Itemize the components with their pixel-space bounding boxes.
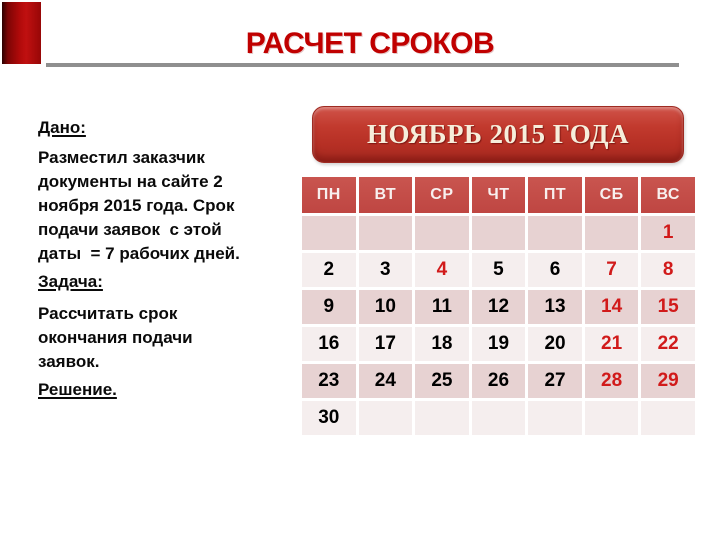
calendar-day-cell: 27 [528, 364, 582, 398]
calendar-day-cell: 18 [415, 327, 469, 361]
calendar-empty-cell [415, 401, 469, 435]
calendar-day-header: СР [415, 177, 469, 213]
calendar-empty-cell [641, 401, 695, 435]
calendar-day-header: ВС [641, 177, 695, 213]
given-heading: Дано: [38, 118, 86, 137]
slide-accent-block [2, 2, 41, 64]
task-heading: Задача: [38, 272, 103, 291]
calendar-day-cell: 8 [641, 253, 695, 287]
calendar-empty-cell [359, 216, 413, 250]
task-paragraph [38, 302, 290, 374]
task-line: окончания подачи [38, 328, 193, 347]
calendar-day-header: СБ [585, 177, 639, 213]
calendar-week-row [302, 327, 695, 361]
calendar-day-cell: 1 [641, 216, 695, 250]
calendar-day-header: ПТ [528, 177, 582, 213]
calendar-day-cell: 16 [302, 327, 356, 361]
calendar-day-cell: 2 [302, 253, 356, 287]
solution-heading: Решение. [38, 380, 117, 399]
calendar-day-cell: 13 [528, 290, 582, 324]
task-line: заявок. [38, 352, 100, 371]
given-line: ноября 2015 года. Срок [38, 196, 235, 215]
calendar-day-header: ПН [302, 177, 356, 213]
task-line: Рассчитать срок [38, 304, 178, 323]
calendar-empty-cell [359, 401, 413, 435]
calendar-day-cell: 24 [359, 364, 413, 398]
calendar-week-row [302, 253, 695, 287]
calendar-empty-cell [415, 216, 469, 250]
calendar-week-row [302, 364, 695, 398]
calendar-day-cell: 25 [415, 364, 469, 398]
given-paragraph [38, 146, 290, 266]
calendar-week-row [302, 401, 695, 435]
calendar-day-cell: 19 [472, 327, 526, 361]
given-line: даты = 7 рабочих дней. [38, 244, 240, 263]
calendar-empty-cell [302, 216, 356, 250]
calendar-day-cell: 4 [415, 253, 469, 287]
calendar-day-cell: 7 [585, 253, 639, 287]
given-line: документы на сайте 2 [38, 172, 223, 191]
calendar-day-cell: 15 [641, 290, 695, 324]
calendar-day-header: ЧТ [472, 177, 526, 213]
calendar-empty-cell [528, 401, 582, 435]
calendar-empty-cell [528, 216, 582, 250]
calendar-title-banner: НОЯБРЬ 2015 ГОДА [312, 106, 684, 163]
calendar-day-cell: 6 [528, 253, 582, 287]
calendar-empty-cell [585, 216, 639, 250]
calendar-day-cell: 28 [585, 364, 639, 398]
calendar-empty-cell [472, 401, 526, 435]
calendar-day-cell: 11 [415, 290, 469, 324]
calendar-day-cell: 10 [359, 290, 413, 324]
calendar-day-header-row [302, 177, 695, 213]
calendar-day-cell: 21 [585, 327, 639, 361]
calendar-day-cell: 14 [585, 290, 639, 324]
calendar-day-cell: 23 [302, 364, 356, 398]
calendar-day-cell: 17 [359, 327, 413, 361]
title-underline [46, 63, 679, 67]
calendar-day-header: ВТ [359, 177, 413, 213]
calendar-body [302, 216, 695, 435]
calendar-day-cell: 9 [302, 290, 356, 324]
calendar-empty-cell [472, 216, 526, 250]
problem-text-block [38, 116, 290, 408]
calendar-day-cell: 22 [641, 327, 695, 361]
calendar-week-row [302, 216, 695, 250]
given-line: Разместил заказчик [38, 148, 205, 167]
calendar-table [299, 174, 698, 438]
calendar-day-cell: 12 [472, 290, 526, 324]
calendar-week-row [302, 290, 695, 324]
calendar-day-cell: 5 [472, 253, 526, 287]
calendar-day-cell: 26 [472, 364, 526, 398]
calendar-day-cell: 29 [641, 364, 695, 398]
calendar-day-cell: 3 [359, 253, 413, 287]
page-title: РАСЧЕТ СРОКОВ [245, 27, 495, 60]
calendar-empty-cell [585, 401, 639, 435]
calendar-day-cell: 20 [528, 327, 582, 361]
calendar-day-cell: 30 [302, 401, 356, 435]
given-line: подачи заявок с этой [38, 220, 222, 239]
